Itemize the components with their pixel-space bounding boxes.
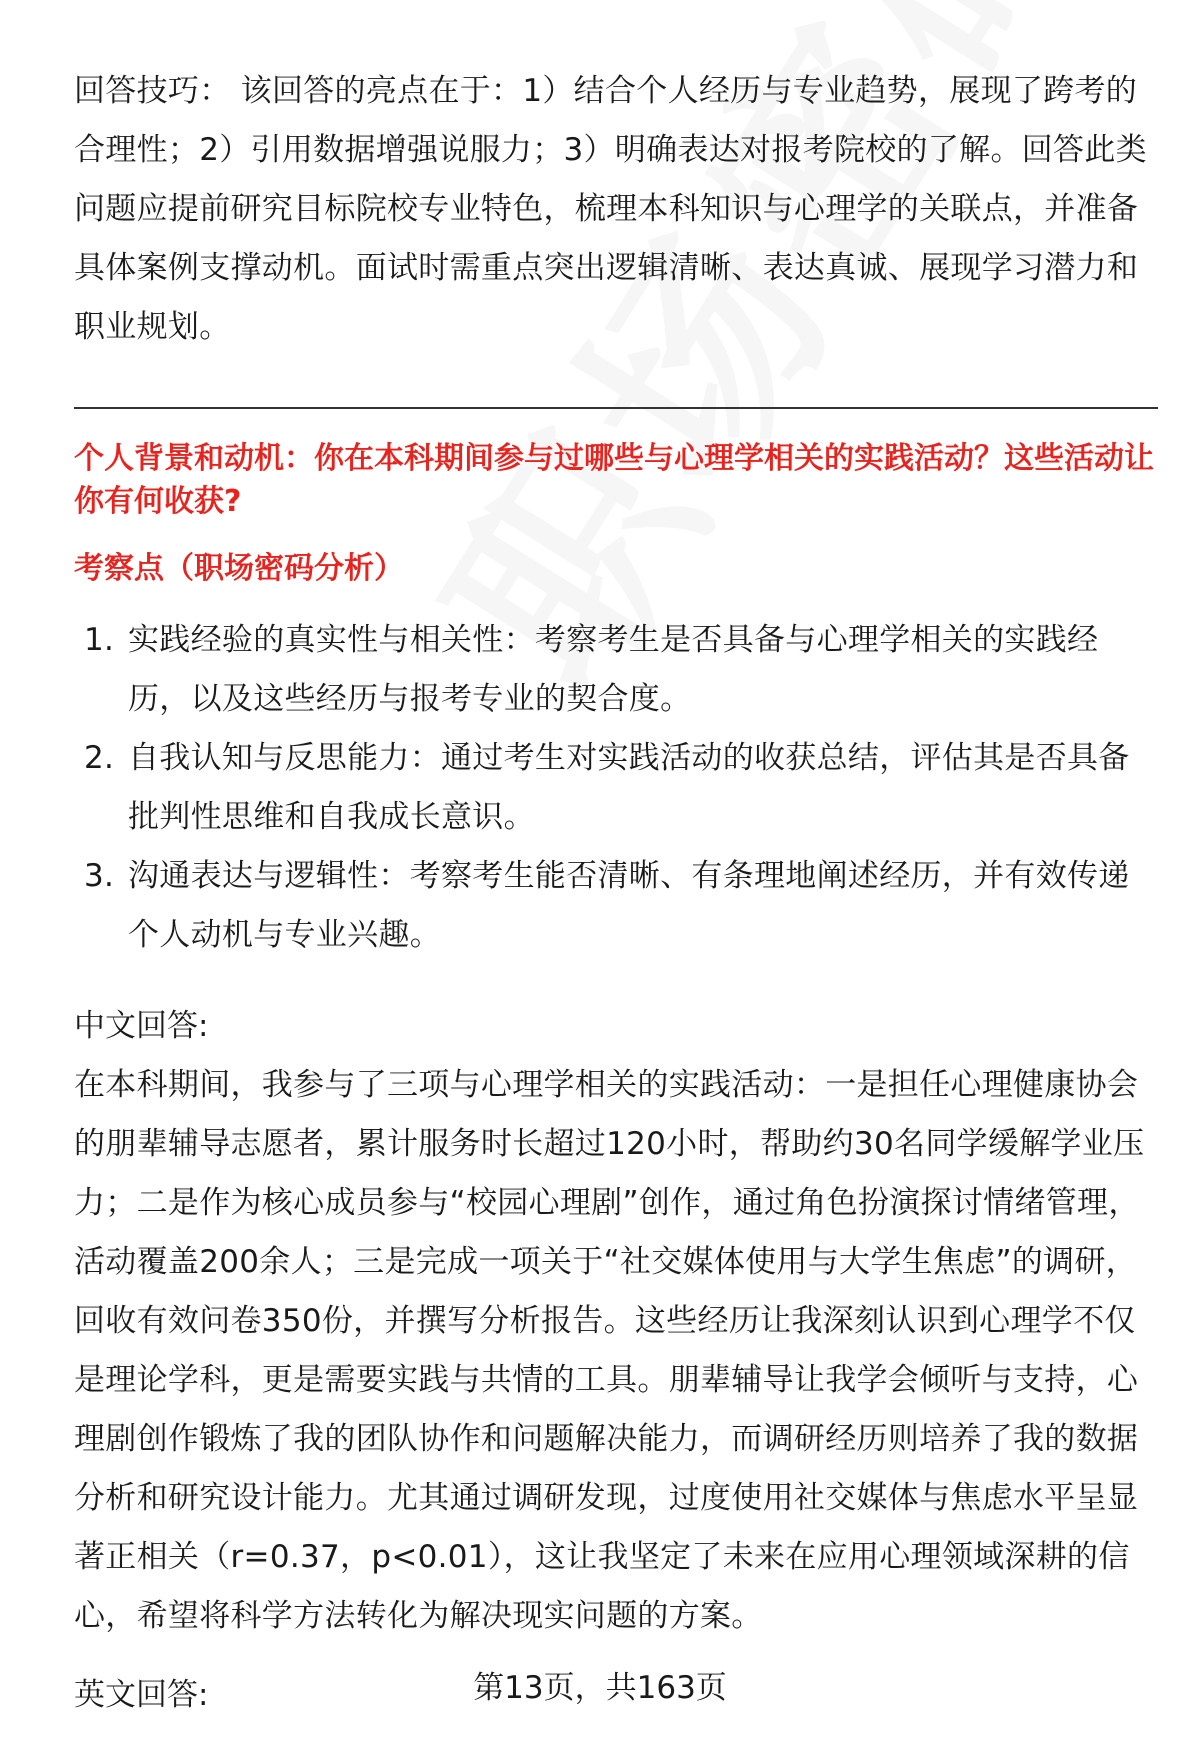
list-item-text: 沟通表达与逻辑性：考察考生能否清晰、有条理地阐述经历，并有效传递个人动机与专业兴趣。 [128, 858, 1130, 953]
question-heading: 个人背景和动机：你在本科期间参与过哪些与心理学相关的实践活动？这些活动让你有何收获? [74, 441, 1154, 519]
list-item-number: 2. [84, 740, 115, 776]
english-answer-label: 英文回答: [74, 1677, 209, 1713]
section-divider [74, 407, 1158, 409]
answer-tip-paragraph: 回答技巧： 该回答的亮点在于：1）结合个人经历与专业趋势，展现了跨考的合理性；2）引用数据增强说服力；3）明确表达对报考院校的了解。回答此类问题应提前研究目标院校专业特色，梳理本科知识与心理学的关联点，并准备具体案例支撑动机。面试时需重点突出逻辑清晰、表达真诚、展现学习潜力和职业规划。 [74, 73, 1147, 345]
list-item [74, 729, 1158, 847]
page-footer: 第13页，共163页 [473, 1670, 727, 1706]
list-item-text: 自我认知与反思能力：通过考生对实践活动的收获总结，评估其是否具备批判性思维和自我成长意识。 [128, 740, 1130, 835]
list-item-number: 3. [84, 858, 115, 894]
list-item-number: 1. [84, 622, 115, 658]
document-page [74, 62, 1158, 1725]
list-item-text: 实践经验的真实性与相关性：考察考生是否具备与心理学相关的实践经历，以及这些经历与报考专业的契合度。 [128, 622, 1099, 717]
chinese-answer-paragraph: 在本科期间，我参与了三项与心理学相关的实践活动：一是担任心理健康协会的朋辈辅导志愿者，累计服务时长超过120小时，帮助约30名同学缓解学业压力；二是作为核心成员参与“校园心理剧”创作，通过角色扮演探讨情绪管理，活动覆盖200余人；三是完成一项关于“社交媒体使用与大学生焦虑”的调研，回收有效问卷350份，并撰写分析报告。这些经历让我深刻认识到心理学不仅是理论学科，更是需要实践与共情的工具。朋辈辅导让我学会倾听与支持，心理剧创作锻炼了我的团队协作和问题解决能力，而调研经历则培养了我的数据分析和研究设计能力。尤其通过调研发现，过度使用社交媒体与焦虑水平呈显著正相关（r=0.37，p<0.01），这让我坚定了未来在应用心理领域深耕的信心，希望将科学方法转化为解决现实问题的方案。 [74, 1067, 1145, 1634]
exam-points-heading: 考察点（职场密码分析） [74, 551, 404, 586]
list-item [74, 847, 1158, 965]
chinese-answer-label: 中文回答: [74, 1008, 209, 1044]
exam-points-list [74, 611, 1158, 965]
list-item [74, 611, 1158, 729]
